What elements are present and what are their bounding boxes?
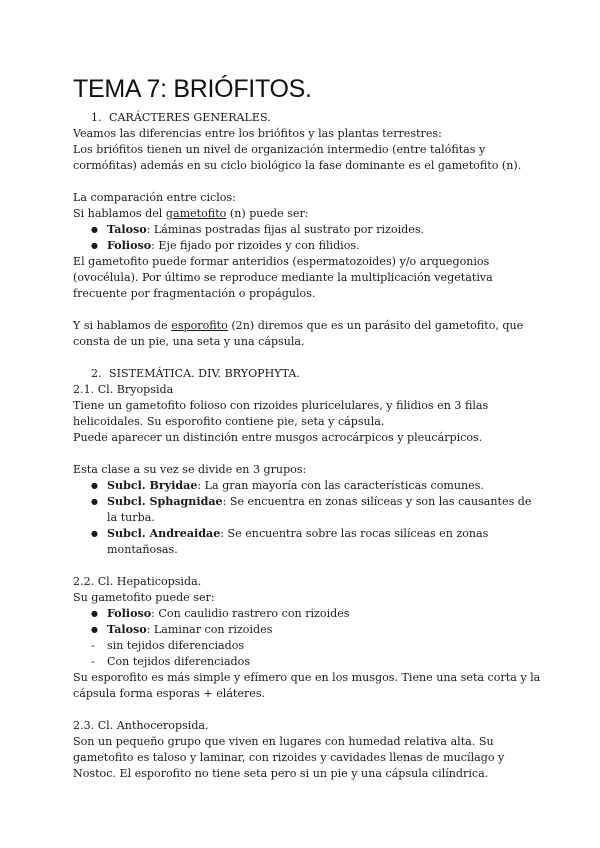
section-number: 1. [91,111,102,124]
list-item: ● Subcl. Sphagnidae: Se encuentra en zonas silíceas y son las causantes de la turba. [73,494,543,526]
page-title: TEMA 7: BRIÓFITOS. [73,75,312,103]
paragraph: Su gametofito puede ser: [73,591,215,604]
list-item: ● Folioso: Eje fijado por rizoides y con filidios. [73,238,543,254]
paragraph: El gametofito puede formar anteridios (espermatozoides) y/o arquegonios (ovocélula). Por último se reproduce mediante la multiplicación vegetativa frecuente por fragmentación o propágulos. [73,255,493,300]
list-item: ● Folioso: Con caulidio rastrero con rizoides [73,606,543,622]
subsection-title: 2.2. Cl. Hepaticopsida. [73,575,202,588]
paragraph: Si hablamos del gametofito (n) puede ser: [73,207,309,220]
list-item: ● Subcl. Andreaidae: Se encuentra sobre las rocas silíceas en zonas montañosas. [73,526,543,558]
bullet-list [73,606,543,670]
section-number: 2. [91,367,102,380]
section-title: CARÁCTERES GENERALES. [109,111,271,124]
paragraph: Veamos las diferencias entre los briófitos y las plantas terrestres: [73,127,442,140]
paragraph: Su esporofito es más simple y efímero que en los musgos. Tiene una seta corta y la cápsula forma esporas + eláteres. [73,671,541,700]
paragraph: Tiene un gametofito folioso con rizoides pluricelulares, y filidios en 3 filas helicoidales. Su esporofito contiene pie, seta y cápsula. [73,399,489,428]
paragraph: Los briófitos tienen un nivel de organización intermedio (entre talófitas y cormófitas) además en su ciclo biológico la fase dominante es el gametofito (n). [73,143,522,172]
paragraph: Y si hablamos de esporofito (2n) diremos que es un parásito del gametofito, que consta de un pie, una seta y una cápsula. [73,319,524,348]
section-1-heading [73,110,543,126]
dash-item: - Con tejidos diferenciados [73,654,543,670]
paragraph: Esta clase a su vez se divide en 3 grupos: [73,463,307,476]
list-item: ● Taloso: Laminar con rizoides [73,622,543,638]
subsection-title: 2.1. Cl. Bryopsida [73,383,174,396]
subsection-title: 2.3. Cl. Anthoceropsida. [73,719,209,732]
list-item: ● Subcl. Bryidae: La gran mayoría con las características comunes. [73,478,543,494]
section-2-heading [73,366,543,382]
paragraph: Son un pequeño grupo que viven en lugares con humedad relativa alta. Su gametofito es taloso y laminar, con rizoides y cavidades llenas de mucílago y Nostoc. El esporofito no tiene seta pero si un pie y una cápsula cilíndrica. [73,735,505,780]
document-body [73,72,543,782]
dash-item: - sin tejidos diferenciados [73,638,543,654]
list-item: ● Taloso: Láminas postradas fijas al sustrato por rizoides. [73,222,543,238]
underlined-term: esporofito [171,319,228,332]
paragraph: Puede aparecer un distinción entre musgos acrocárpicos y pleucárpicos. [73,431,483,444]
paragraph: La comparación entre ciclos: [73,191,236,204]
bullet-list [73,222,543,254]
section-title: SISTEMÁTICA. DIV. BRYOPHYTA. [109,367,300,380]
bullet-list [73,478,543,558]
underlined-term: gametofito [165,207,227,220]
